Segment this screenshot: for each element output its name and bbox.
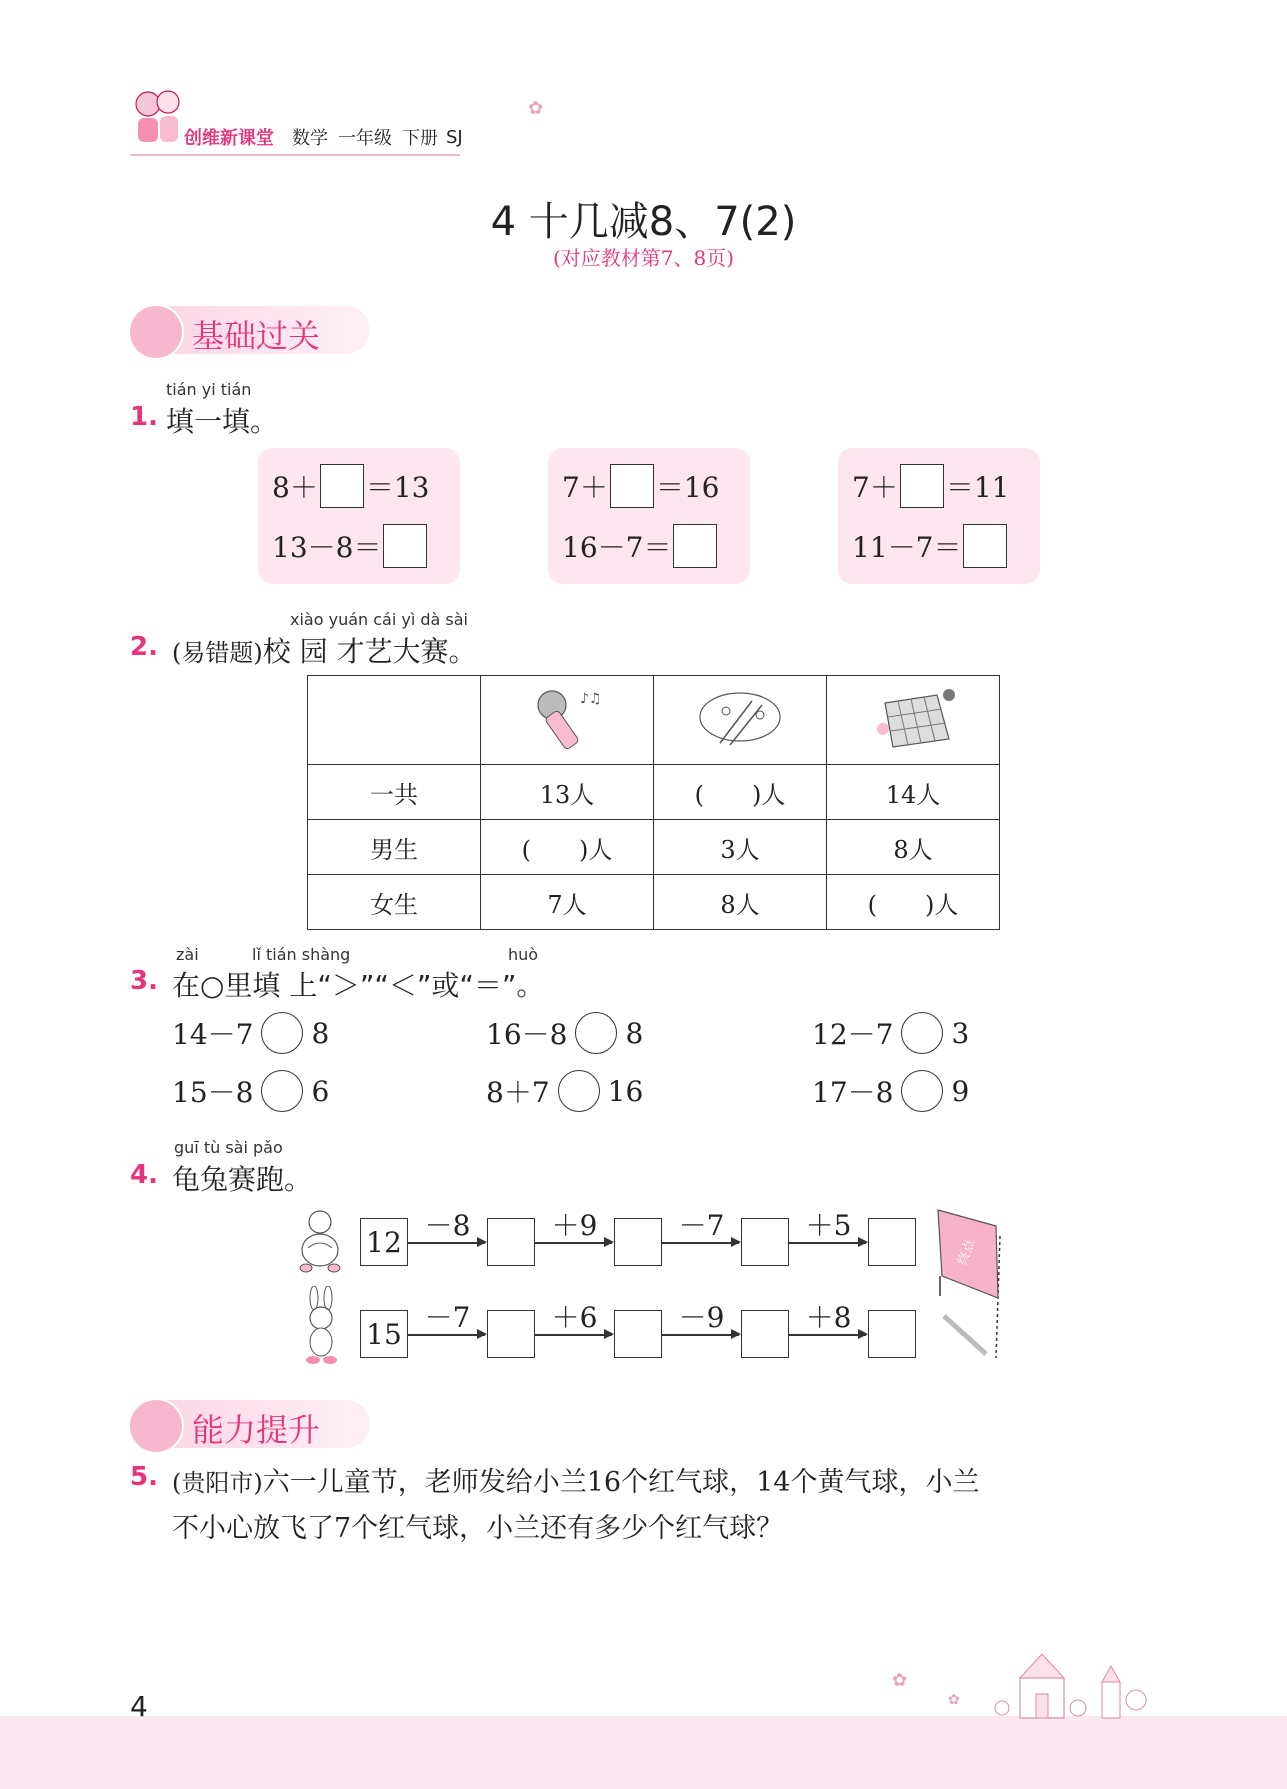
section-advanced-mascot-icon xyxy=(128,1398,184,1454)
answer-box[interactable] xyxy=(963,524,1007,568)
turtle-operation: －7 xyxy=(678,1209,725,1242)
header-brand: 创维新课堂 xyxy=(184,128,274,149)
header-underline xyxy=(130,154,460,156)
compare-right: 8 xyxy=(625,1016,644,1050)
q1-card-2-l1a: 7＋ xyxy=(562,471,608,504)
q4-pinyin: guī tù sài pǎo xyxy=(174,1138,283,1157)
q4-text: 龟兔赛跑。 xyxy=(172,1163,313,1196)
chessboard-icon xyxy=(863,681,963,753)
answer-box[interactable] xyxy=(320,464,364,508)
compare-left: 14－7 xyxy=(172,1018,254,1051)
header-bar xyxy=(184,124,463,150)
footer-band xyxy=(0,1716,1287,1789)
q1-text: 填一填。 xyxy=(166,405,279,438)
compare-right: 8 xyxy=(311,1016,330,1050)
section-advanced-title: 能力提升 xyxy=(192,1411,321,1449)
turtle-operation: ＋9 xyxy=(551,1209,598,1242)
q1-card-3-line2 xyxy=(852,524,1009,568)
header-volume: 下册 xyxy=(402,128,438,149)
q3-pinyin-a: zài xyxy=(176,945,199,964)
q1-card-1-l1b: ＝13 xyxy=(365,471,430,504)
singing-cell xyxy=(481,676,654,765)
compare-left: 17－8 xyxy=(812,1076,894,1109)
turtle-icon xyxy=(294,1208,348,1274)
q5-line-1 xyxy=(172,1460,979,1499)
q1-card-1-l2: 13－8＝ xyxy=(272,531,382,564)
header-edition: SJ xyxy=(446,126,463,148)
q1-pinyin: tián yi tián xyxy=(166,380,252,399)
table-row xyxy=(308,875,1000,930)
contest-table xyxy=(307,675,1000,930)
finish-flag-icon xyxy=(932,1206,1004,1362)
section-basic xyxy=(130,306,390,354)
compare-left: 8＋7 xyxy=(486,1076,550,1109)
table-row xyxy=(308,765,1000,820)
compare-left: 16－8 xyxy=(486,1018,568,1051)
q2-tag: (易错题) xyxy=(172,639,263,667)
page-number: 4 xyxy=(130,1690,148,1723)
table-cell: 8人 xyxy=(827,820,1000,875)
q5-number: 5. xyxy=(130,1462,158,1492)
compare-circle[interactable] xyxy=(901,1070,943,1112)
flower-icon: ✿ xyxy=(528,98,544,119)
rabbit-operation: ＋6 xyxy=(551,1301,598,1334)
q1-card-2-l1b: ＝16 xyxy=(655,471,720,504)
q2-number: 2. xyxy=(130,632,158,662)
turtle-start-value: 12 xyxy=(360,1218,408,1266)
table-cell: 13人 xyxy=(481,765,654,820)
compare-right: 9 xyxy=(951,1074,970,1108)
compare-left: 12－7 xyxy=(812,1018,894,1051)
q3-pinyin-c: huò xyxy=(508,945,539,964)
turtle-answer-box[interactable] xyxy=(868,1218,916,1266)
rabbit-answer-box[interactable] xyxy=(614,1310,662,1358)
q1-card-3-l1a: 7＋ xyxy=(852,471,898,504)
q4-number: 4. xyxy=(130,1160,158,1190)
q5-line-2: 不小心放飞了7个红气球，小兰还有多少个红气球？ xyxy=(172,1513,784,1544)
compare-circle[interactable] xyxy=(575,1012,617,1054)
turtle-operation: ＋5 xyxy=(805,1209,852,1242)
q1-card-1 xyxy=(258,448,460,584)
compare-left: 15－8 xyxy=(172,1076,254,1109)
turtle-answer-box[interactable] xyxy=(487,1218,535,1266)
q1-card-2-l2: 16－7＝ xyxy=(562,531,672,564)
answer-box[interactable] xyxy=(383,524,427,568)
painting-cell xyxy=(654,676,827,765)
compare-item xyxy=(172,1070,329,1112)
q3-pinyin-b: lǐ tián shàng xyxy=(252,945,351,964)
table-row xyxy=(308,820,1000,875)
finish-flag-text: 终点 xyxy=(955,1237,979,1267)
q1-card-3-l2: 11－7＝ xyxy=(852,531,962,564)
flower-icon: ✿ xyxy=(892,1670,908,1691)
compare-right: 6 xyxy=(311,1074,330,1108)
q1-card-3 xyxy=(838,448,1040,584)
table-cell: 14人 xyxy=(827,765,1000,820)
compare-item xyxy=(486,1070,643,1112)
compare-right: 16 xyxy=(607,1074,644,1108)
q1-card-2-line1 xyxy=(562,464,719,508)
q1-number: 1. xyxy=(130,402,158,432)
q1-card-2 xyxy=(548,448,750,584)
chess-cell xyxy=(827,676,1000,765)
rabbit-start-value: 15 xyxy=(360,1310,408,1358)
turtle-answer-box[interactable] xyxy=(741,1218,789,1266)
table-corner-cell xyxy=(308,676,481,765)
row-label: 女生 xyxy=(308,875,481,930)
castle-icon xyxy=(990,1650,1160,1720)
compare-circle[interactable] xyxy=(261,1012,303,1054)
compare-item xyxy=(812,1012,969,1054)
section-basic-mascot-icon xyxy=(128,304,184,360)
q3-text: 在○里填 上“＞”“＜”或“＝”。 xyxy=(172,969,545,1002)
q1-card-3-l1b: ＝11 xyxy=(945,471,1010,504)
table-cell: 3人 xyxy=(654,820,827,875)
lesson-subtitle: (对应教材第7、8页) xyxy=(552,246,735,270)
rabbit-answer-box[interactable] xyxy=(741,1310,789,1358)
palette-icon xyxy=(690,681,790,753)
rabbit-answer-box[interactable] xyxy=(868,1310,916,1358)
compare-circle[interactable] xyxy=(558,1070,600,1112)
answer-box[interactable] xyxy=(610,464,654,508)
q1-card-1-line2 xyxy=(272,524,429,568)
flower-icon: ✿ xyxy=(948,1692,960,1708)
table-cell[interactable]: ( )人 xyxy=(481,820,654,875)
row-label: 一共 xyxy=(308,765,481,820)
header-mascot-icon xyxy=(128,88,188,152)
table-cell: 8人 xyxy=(654,875,827,930)
q1-card-2-line2 xyxy=(562,524,719,568)
answer-box[interactable] xyxy=(673,524,717,568)
q1-card-3-line1 xyxy=(852,464,1009,508)
header-subject: 数学 xyxy=(292,128,328,149)
q2-text: 校 园 才艺大赛。 xyxy=(262,635,477,668)
table-cell[interactable]: ( )人 xyxy=(654,765,827,820)
turtle-answer-box[interactable] xyxy=(614,1218,662,1266)
rabbit-operation: －9 xyxy=(678,1301,725,1334)
rabbit-icon xyxy=(296,1286,346,1366)
answer-box[interactable] xyxy=(900,464,944,508)
svg-text:♪♫: ♪♫ xyxy=(580,691,602,707)
row-label: 男生 xyxy=(308,820,481,875)
lesson-title: 4 十几减8、7(2) xyxy=(490,199,797,245)
q1-card-1-l1a: 8＋ xyxy=(272,471,318,504)
header-grade: 一年级 xyxy=(338,128,392,149)
compare-circle[interactable] xyxy=(901,1012,943,1054)
turtle-operation: －8 xyxy=(424,1209,471,1242)
q3-number: 3. xyxy=(130,966,158,996)
q2-line xyxy=(172,630,477,670)
table-cell[interactable]: ( )人 xyxy=(827,875,1000,930)
q1-card-1-line1 xyxy=(272,464,429,508)
compare-circle[interactable] xyxy=(261,1070,303,1112)
compare-item xyxy=(812,1070,969,1112)
section-advanced xyxy=(130,1400,390,1448)
compare-item xyxy=(172,1012,329,1054)
q2-pinyin: xiào yuán cái yì dà sài xyxy=(290,610,468,629)
q5-text-1: 六一儿童节，老师发给小兰16个红气球，14个黄气球，小兰 xyxy=(262,1467,980,1498)
table-header-row xyxy=(308,676,1000,765)
table-cell: 7人 xyxy=(481,875,654,930)
rabbit-answer-box[interactable] xyxy=(487,1310,535,1358)
microphone-icon xyxy=(522,681,612,753)
rabbit-operation: ＋8 xyxy=(805,1301,852,1334)
section-basic-title: 基础过关 xyxy=(192,317,321,355)
compare-right: 3 xyxy=(951,1016,970,1050)
compare-item xyxy=(486,1012,643,1054)
q5-tag: (贵阳市) xyxy=(172,1469,263,1497)
rabbit-operation: －7 xyxy=(424,1301,471,1334)
